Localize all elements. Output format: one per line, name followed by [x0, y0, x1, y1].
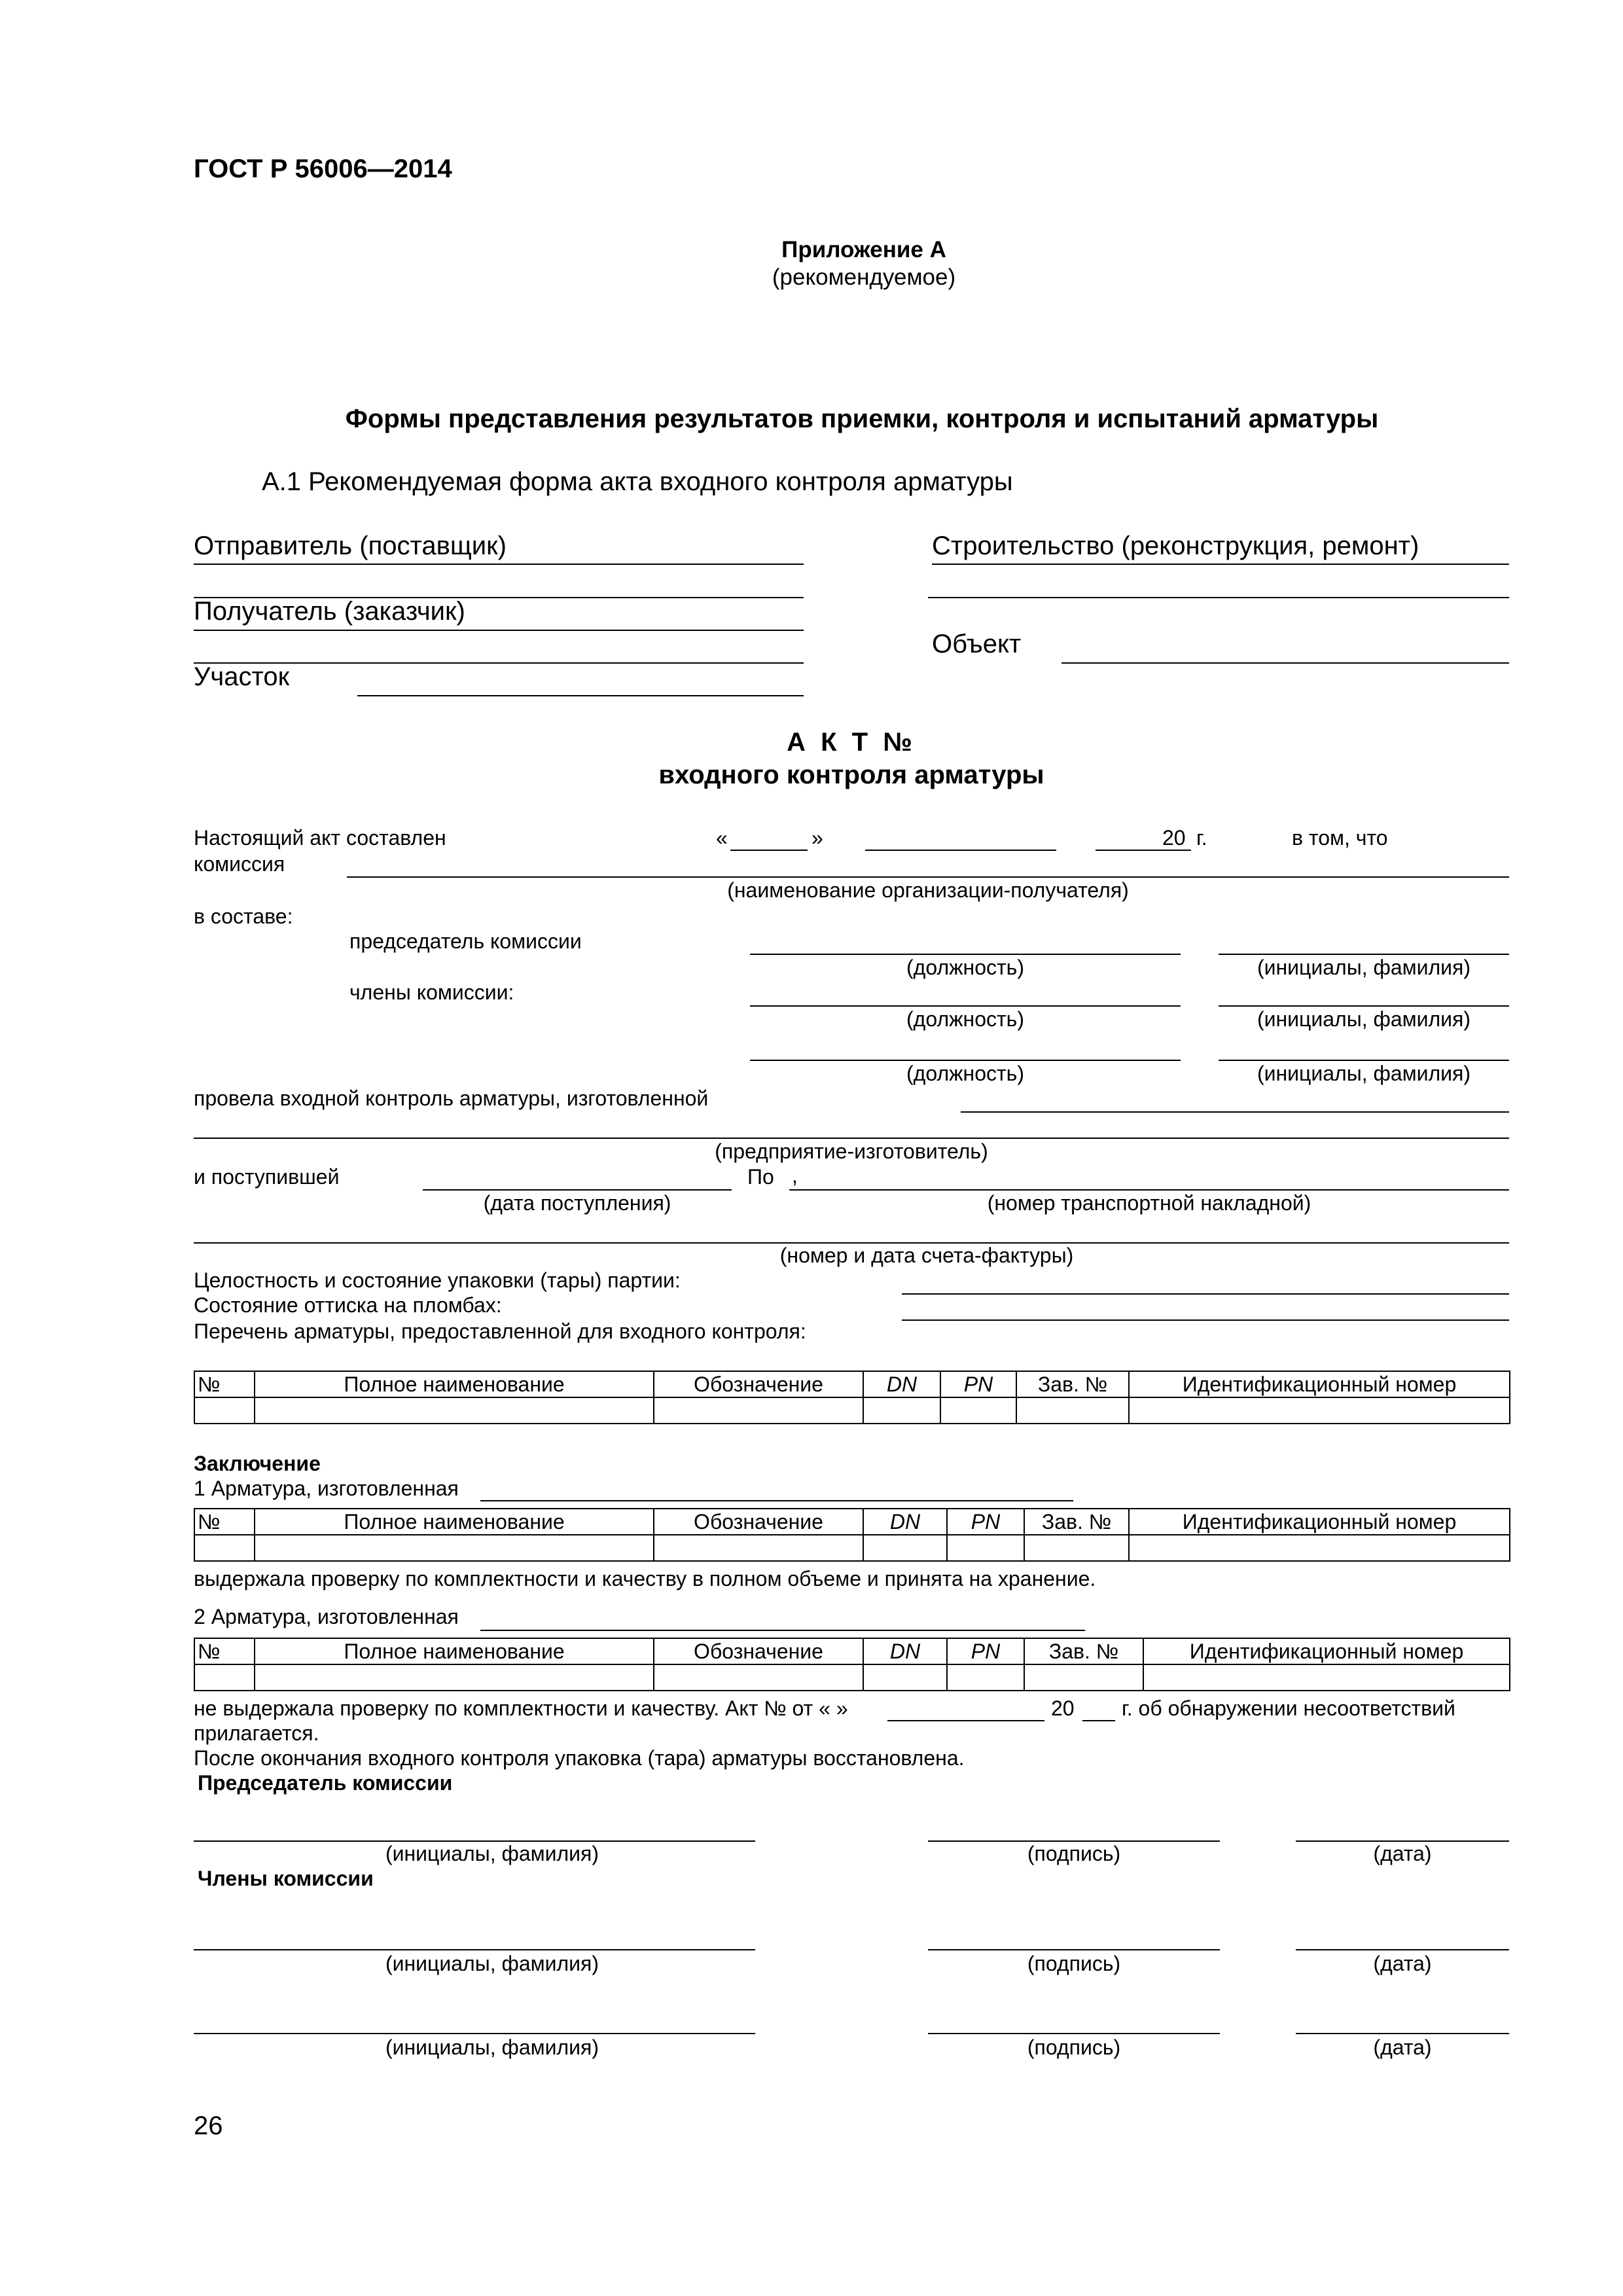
initials-caption-3: (инициалы, фамилия) [1257, 1062, 1471, 1085]
page-number: 26 [194, 2111, 223, 2140]
receiver-label: Получатель (заказчик) [194, 597, 465, 626]
manufacturer-line[interactable] [961, 1111, 1509, 1113]
conclusion-item2: 2 Арматура, изготовленная [194, 1605, 459, 1628]
table-header-row [194, 1509, 1510, 1535]
sender-line[interactable] [194, 564, 804, 565]
object-label: Объект [932, 630, 1022, 658]
members-label: члены комиссии: [349, 980, 514, 1004]
col-serial: Зав. № [1024, 1638, 1143, 1664]
object-line[interactable] [1061, 662, 1509, 664]
list-label: Перечень арматуры, предоставленной для входного контроля: [194, 1319, 806, 1343]
col-number: № [194, 1509, 255, 1535]
cell[interactable] [1143, 1664, 1510, 1691]
cell[interactable] [1024, 1535, 1129, 1561]
org-caption: (наименование организации-получателя) [727, 878, 1129, 902]
table-header-row [194, 1371, 1510, 1397]
col-serial: Зав. № [1024, 1509, 1129, 1535]
col-dn: DN [863, 1371, 940, 1397]
section-title: Формы представления результатов приемки, контроля и испытаний арматуры [345, 404, 1379, 433]
member2-date-line[interactable] [1296, 2033, 1509, 2034]
col-id-number: Идентификационный номер [1129, 1371, 1510, 1397]
cell[interactable] [654, 1535, 863, 1561]
site-line[interactable] [357, 695, 804, 696]
waybill-line[interactable] [789, 1189, 1509, 1191]
member1-initials-line[interactable] [194, 1949, 755, 1950]
col-dn: DN [863, 1638, 947, 1664]
member2-initials-line[interactable] [194, 2033, 755, 2034]
col-full-name: Полное наименование [255, 1509, 654, 1535]
passed-table [194, 1508, 1510, 1562]
position-caption-2: (должность) [906, 1007, 1024, 1031]
col-id-number: Идентификационный номер [1129, 1509, 1510, 1535]
member1-sign-caption: (подпись) [1027, 1952, 1121, 1975]
integrity-line[interactable] [902, 1293, 1509, 1295]
attached-text: прилагается. [194, 1721, 319, 1745]
col-pn: PN [940, 1371, 1016, 1397]
act-title: А К Т № [787, 728, 916, 757]
chairman-date-caption: (дата) [1373, 1842, 1432, 1865]
chairman-signature-title: Председатель комиссии [198, 1771, 453, 1795]
cell[interactable] [194, 1397, 255, 1424]
integrity-label: Целостность и состояние упаковки (тары) партии: [194, 1268, 681, 1292]
appendix-subtitle: (рекомендуемое) [772, 264, 956, 290]
cell[interactable] [947, 1664, 1024, 1691]
cell[interactable] [255, 1397, 654, 1424]
cell[interactable] [1016, 1397, 1129, 1424]
by-label: По [747, 1165, 774, 1189]
waybill-caption: (номер транспортной накладной) [987, 1191, 1311, 1215]
arrival-date-caption: (дата поступления) [483, 1191, 671, 1215]
chairman-initials-caption: (инициалы, фамилия) [385, 1842, 599, 1865]
cell[interactable] [654, 1397, 863, 1424]
col-full-name: Полное наименование [255, 1638, 654, 1664]
member1-position-line[interactable] [750, 1005, 1181, 1007]
cell[interactable] [194, 1535, 255, 1561]
col-dn: DN [863, 1509, 947, 1535]
act-subtitle: входного контроля арматуры [658, 761, 1044, 789]
conclusion-title: Заключение [194, 1452, 321, 1475]
members-signature-title: Члены комиссии [198, 1867, 374, 1890]
receiver-line[interactable] [194, 630, 804, 631]
construction-line-2[interactable] [928, 597, 1509, 598]
member1-sign-line[interactable] [928, 1949, 1220, 1950]
chairman-position-line[interactable] [750, 954, 1181, 955]
failed-table [194, 1638, 1510, 1691]
sender-label: Отправитель (поставщик) [194, 531, 507, 560]
conclusion-item1: 1 Арматура, изготовленная [194, 1477, 459, 1500]
chairman-label: председатель комиссии [349, 929, 582, 953]
cell[interactable] [255, 1664, 654, 1691]
col-number: № [194, 1371, 255, 1397]
subsection-title: А.1 Рекомендуемая форма акта входного контроля арматуры [262, 467, 1013, 496]
chairman-name-line[interactable] [1219, 954, 1509, 955]
arrived-label: и поступившей [194, 1165, 340, 1189]
cell[interactable] [863, 1397, 940, 1424]
member2-position-line[interactable] [750, 1060, 1181, 1061]
member1-initials-caption: (инициалы, фамилия) [385, 1952, 599, 1975]
table-row[interactable] [194, 1664, 1510, 1691]
appendix-title: Приложение А [781, 237, 946, 262]
manufacturer-line-2[interactable] [194, 1138, 1509, 1139]
col-full-name: Полное наименование [255, 1371, 654, 1397]
invoice-caption: (номер и дата счета-фактуры) [779, 1244, 1074, 1267]
failed-suffix: г. об обнаружении несоответствий [1122, 1696, 1455, 1720]
member2-sign-caption: (подпись) [1027, 2036, 1121, 2059]
col-serial: Зав. № [1016, 1371, 1129, 1397]
commission-label: комиссия [194, 852, 285, 876]
failed-prefix: не выдержала проверку по комплектности и качеству. Акт № от « » [194, 1696, 848, 1720]
carried-out-label: провела входной контроль арматуры, изготовленной [194, 1086, 709, 1110]
cell[interactable] [863, 1535, 947, 1561]
cell[interactable] [654, 1664, 863, 1691]
restored-text: После окончания входного контроля упаковка (тара) арматуры восстановлена. [194, 1746, 965, 1770]
chairman-sign-caption: (подпись) [1027, 1842, 1121, 1865]
seals-line[interactable] [902, 1319, 1509, 1321]
position-caption-1: (должность) [906, 956, 1024, 979]
failed-year-line[interactable] [1082, 1720, 1115, 1721]
passed-text: выдержала проверку по комплектности и качеству в полном объеме и принята на хранение. [194, 1567, 1096, 1590]
member1-date-line[interactable] [1296, 1949, 1509, 1950]
day-line[interactable] [730, 850, 808, 851]
col-pn: PN [947, 1509, 1024, 1535]
composition-label: в составе: [194, 905, 293, 928]
quote-open: « [716, 826, 728, 850]
cell[interactable] [1024, 1664, 1143, 1691]
col-pn: PN [947, 1638, 1024, 1664]
cell[interactable] [940, 1397, 1016, 1424]
member1-name-line[interactable] [1219, 1005, 1509, 1007]
construction-label: Строительство (реконструкция, ремонт) [932, 531, 1419, 560]
compiled-label: Настоящий акт составлен [194, 826, 446, 850]
member2-date-caption: (дата) [1373, 2036, 1432, 2059]
position-caption-3: (должность) [906, 1062, 1024, 1085]
comma: , [792, 1164, 798, 1187]
member2-name-line[interactable] [1219, 1060, 1509, 1061]
construction-line[interactable] [932, 564, 1509, 565]
table-row[interactable] [194, 1535, 1510, 1561]
col-id-number: Идентификационный номер [1143, 1638, 1510, 1664]
initials-caption-1: (инициалы, фамилия) [1257, 956, 1471, 979]
standard-number: ГОСТ Р 56006—2014 [194, 154, 452, 183]
site-label: Участок [194, 662, 290, 691]
member2-sign-line[interactable] [928, 2033, 1220, 2034]
manufacturer-caption: (предприятие-изготовитель) [715, 1139, 988, 1163]
failed-year: 20 [1051, 1696, 1075, 1720]
cell[interactable] [1129, 1535, 1510, 1561]
item1-manufacturer-line[interactable] [480, 1500, 1073, 1501]
cell[interactable] [947, 1535, 1024, 1561]
year-prefix: 20 [1162, 826, 1186, 850]
table-row[interactable] [194, 1397, 1510, 1424]
month-line[interactable] [865, 850, 1056, 851]
cell[interactable] [1129, 1397, 1510, 1424]
cell[interactable] [255, 1535, 654, 1561]
commission-line[interactable] [347, 876, 1509, 878]
member1-date-caption: (дата) [1373, 1952, 1432, 1975]
year-suffix: г. [1196, 826, 1207, 850]
col-designation: Обозначение [654, 1371, 863, 1397]
initials-caption-2: (инициалы, фамилия) [1257, 1007, 1471, 1031]
col-number: № [194, 1638, 255, 1664]
col-designation: Обозначение [654, 1638, 863, 1664]
cell[interactable] [863, 1664, 947, 1691]
table-header-row [194, 1638, 1510, 1664]
seals-label: Состояние оттиска на пломбах: [194, 1293, 502, 1317]
cell[interactable] [194, 1664, 255, 1691]
col-designation: Обозначение [654, 1509, 863, 1535]
arrival-date-line[interactable] [423, 1189, 732, 1191]
failed-date-line[interactable] [887, 1720, 1044, 1721]
item2-manufacturer-line[interactable] [480, 1630, 1085, 1631]
quote-close: » [812, 826, 823, 850]
in-that-label: в том, что [1292, 826, 1388, 850]
member2-initials-caption: (инициалы, фамилия) [385, 2036, 599, 2059]
inspection-table [194, 1371, 1510, 1424]
